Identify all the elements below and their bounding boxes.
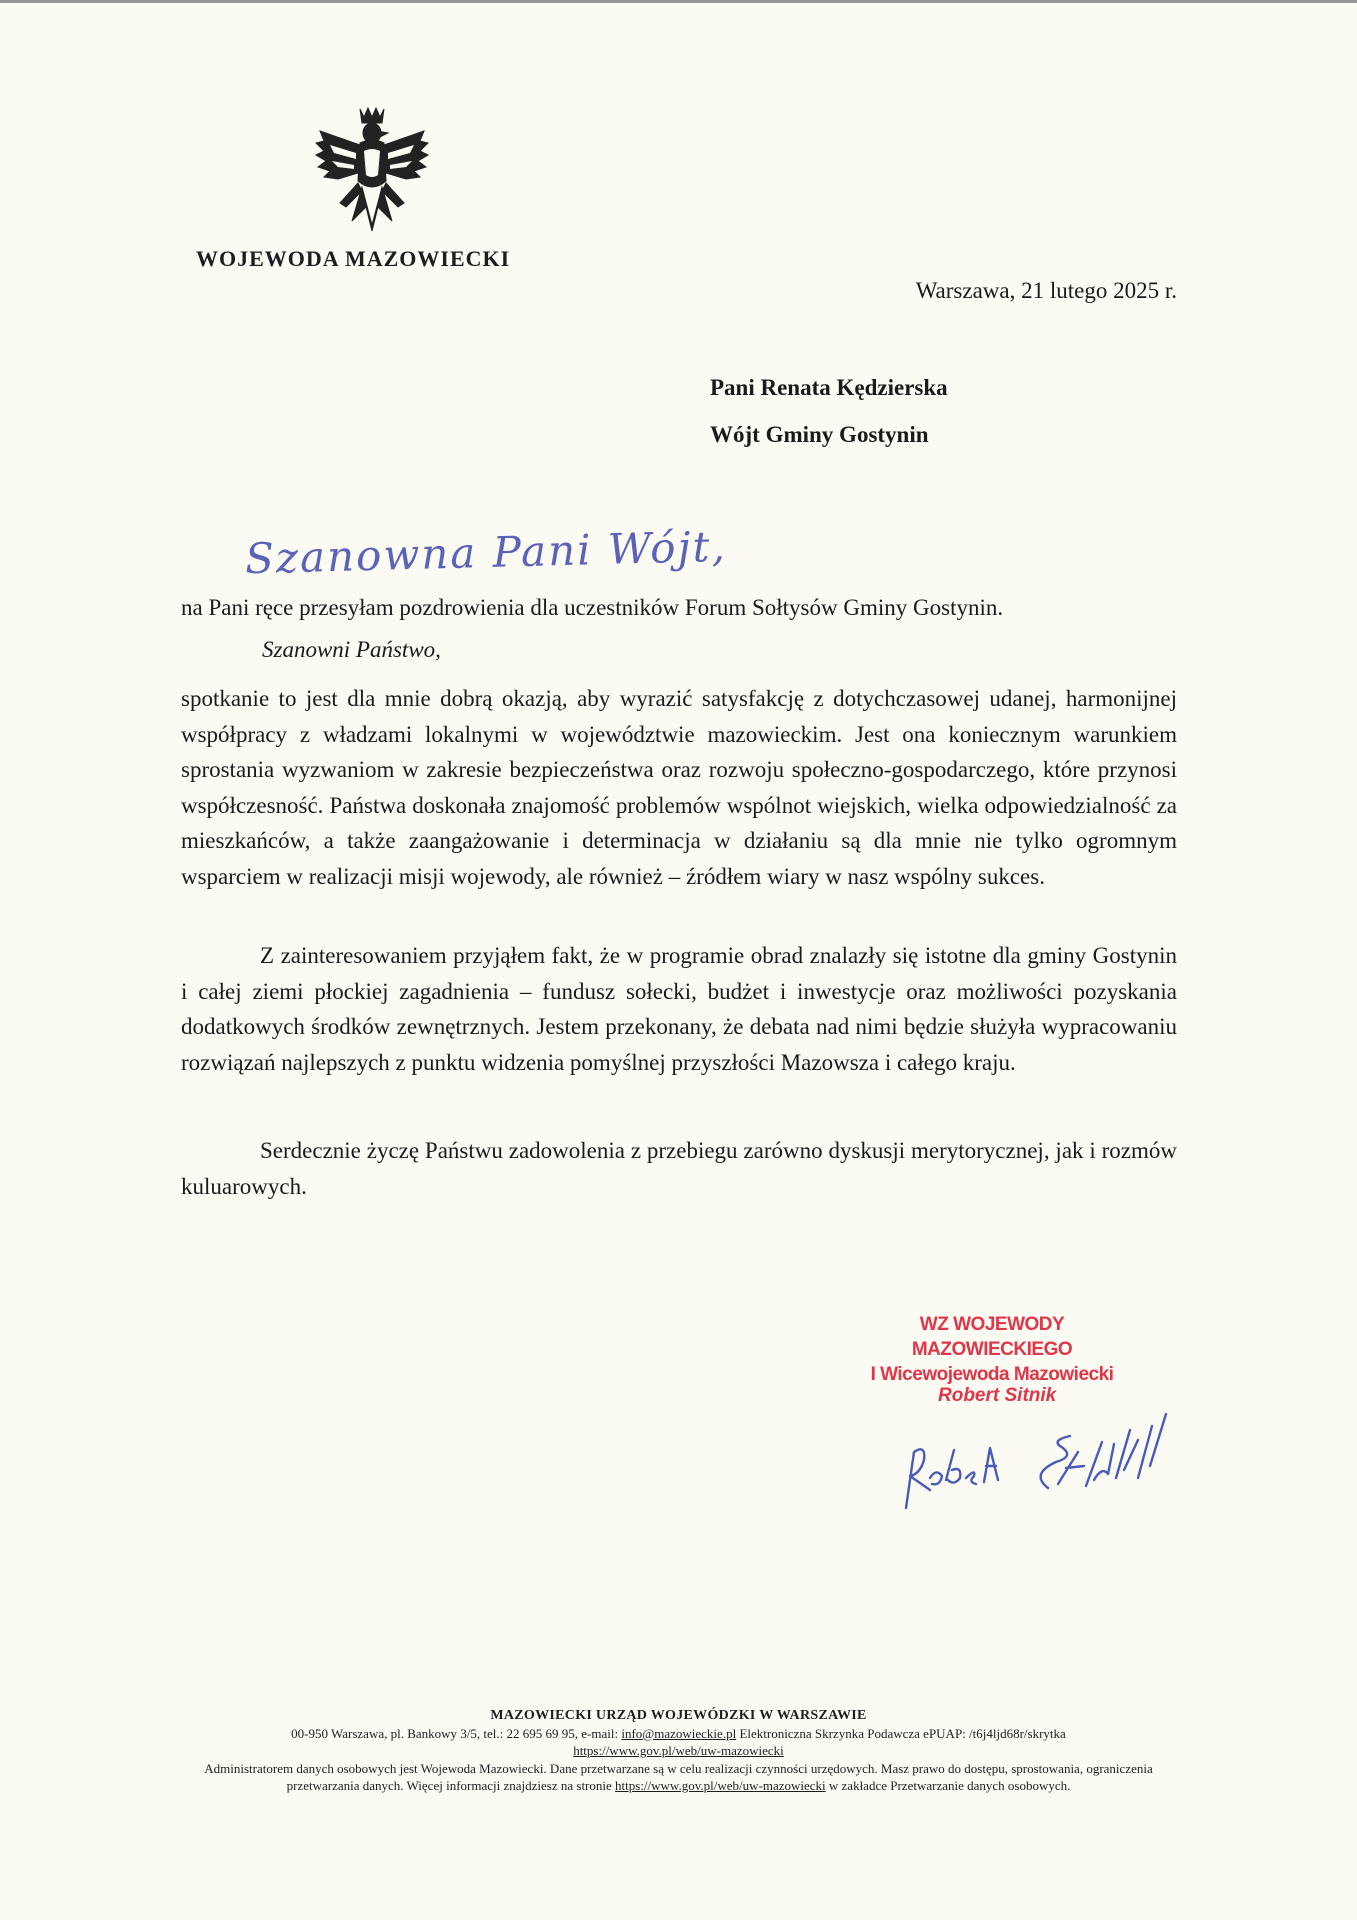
handwritten-salutation: Szanowna Pani Wójt, xyxy=(244,521,728,584)
letter-footer xyxy=(190,1707,1167,1795)
stamp-line-1: WZ WOJEWODY MAZOWIECKIEGO xyxy=(911,1314,1073,1360)
recipient-block xyxy=(710,364,948,458)
footer-institution: MAZOWIECKI URZĄD WOJEWÓDZKI W WARSZAWIE xyxy=(490,1708,867,1723)
date-line: Warszawa, 21 lutego 2025 r. xyxy=(915,278,1177,303)
footer-email-link[interactable]: info@mazowieckie.pl xyxy=(621,1725,737,1741)
letter-paragraph-1: spotkanie to jest dla mnie dobrą okazją, aby wyrazić satysfakcję z dotychczasowej udanej, harmonijnej współpracy z władzami lokalnymi w województwie mazowieckim. Jest ona koniecznym warunkiem sprostania wyzwaniom w zakresie bezpieczeństwa oraz rozwoju społeczno-gospodarczego, które przynosi współczesność. Państwa doskonała znajomość problemów wspólnot wiejskich, wielka odpowiedzialność za mieszkańców, a także zaangażowanie i determinacja w działaniu są dla mnie nie tylko ogromnym wsparciem w realizacji misji wojewody, ale również – źródłem wiary w nasz wspólny sukces. xyxy=(181,686,1177,889)
letter-greeting: Szanowni Państwo, xyxy=(262,637,441,662)
authority-heading: WOJEWODA MAZOWIECKI xyxy=(196,246,511,271)
handwritten-signature xyxy=(880,1370,1200,1520)
footer-address-suffix: Elektroniczna Skrzynka Podawcza ePUAP: /t6j4ljd68r/skrytka xyxy=(736,1725,1066,1741)
footer-privacy-prefix: Administratorem danych osobowych jest Wojewoda Mazowiecki. Dane przetwarzane są w celu realizacji czynności urzędowych. Masz prawo do dostępu, sprostowania, ograniczenia przetwarzania danych. Więcej informacji znajdziesz na stronie xyxy=(204,1760,1153,1793)
footer-privacy xyxy=(190,1760,1167,1795)
recipient-title: Wójt Gminy Gostynin xyxy=(710,422,929,447)
stamp-name: Robert Sitnik xyxy=(938,1385,1057,1406)
letter-paragraph-3: Serdecznie życzę Państwu zadowolenia z przebiegu zarówno dyskusji merytorycznej, jak i rozmów kuluarowych. xyxy=(181,1138,1177,1199)
recipient-name: Pani Renata Kędzierska xyxy=(710,375,948,400)
footer-privacy-link[interactable]: https://www.gov.pl/web/uw-mazowiecki xyxy=(615,1778,826,1793)
footer-address-prefix: 00-950 Warszawa, pl. Bankowy 3/5, tel.: 22 695 69 95, e-mail: xyxy=(291,1725,622,1741)
polish-eagle-emblem-icon xyxy=(312,103,432,243)
footer-website-link[interactable]: https://www.gov.pl/web/uw-mazowiecki xyxy=(573,1743,784,1758)
letter-intro: na Pani ręce przesyłam pozdrowienia dla uczestników Forum Sołtysów Gminy Gostynin. xyxy=(181,595,1004,620)
footer-privacy-suffix: w zakładce Przetwarzanie danych osobowych. xyxy=(825,1778,1071,1793)
stamp-line-2: I Wicewojewoda Mazowiecki xyxy=(870,1364,1114,1385)
footer-address xyxy=(190,1725,1167,1743)
scan-top-edge xyxy=(0,0,1357,3)
letter-paragraph-2: Z zainteresowaniem przyjąłem fakt, że w programie obrad znalazły się istotne dla gminy Gostynin i całej ziemi płockiej zagadnienia – fundusz sołecki, budżet i inwestycje oraz możliwości pozyskania dodatkowych środków zewnętrznych. Jestem przekonany, że debata nad nimi będzie służyła wypracowaniu rozwiązań najlepszych z punktu widzenia pomyślnej przyszłości Mazowsza i całego kraju. xyxy=(181,943,1177,1075)
